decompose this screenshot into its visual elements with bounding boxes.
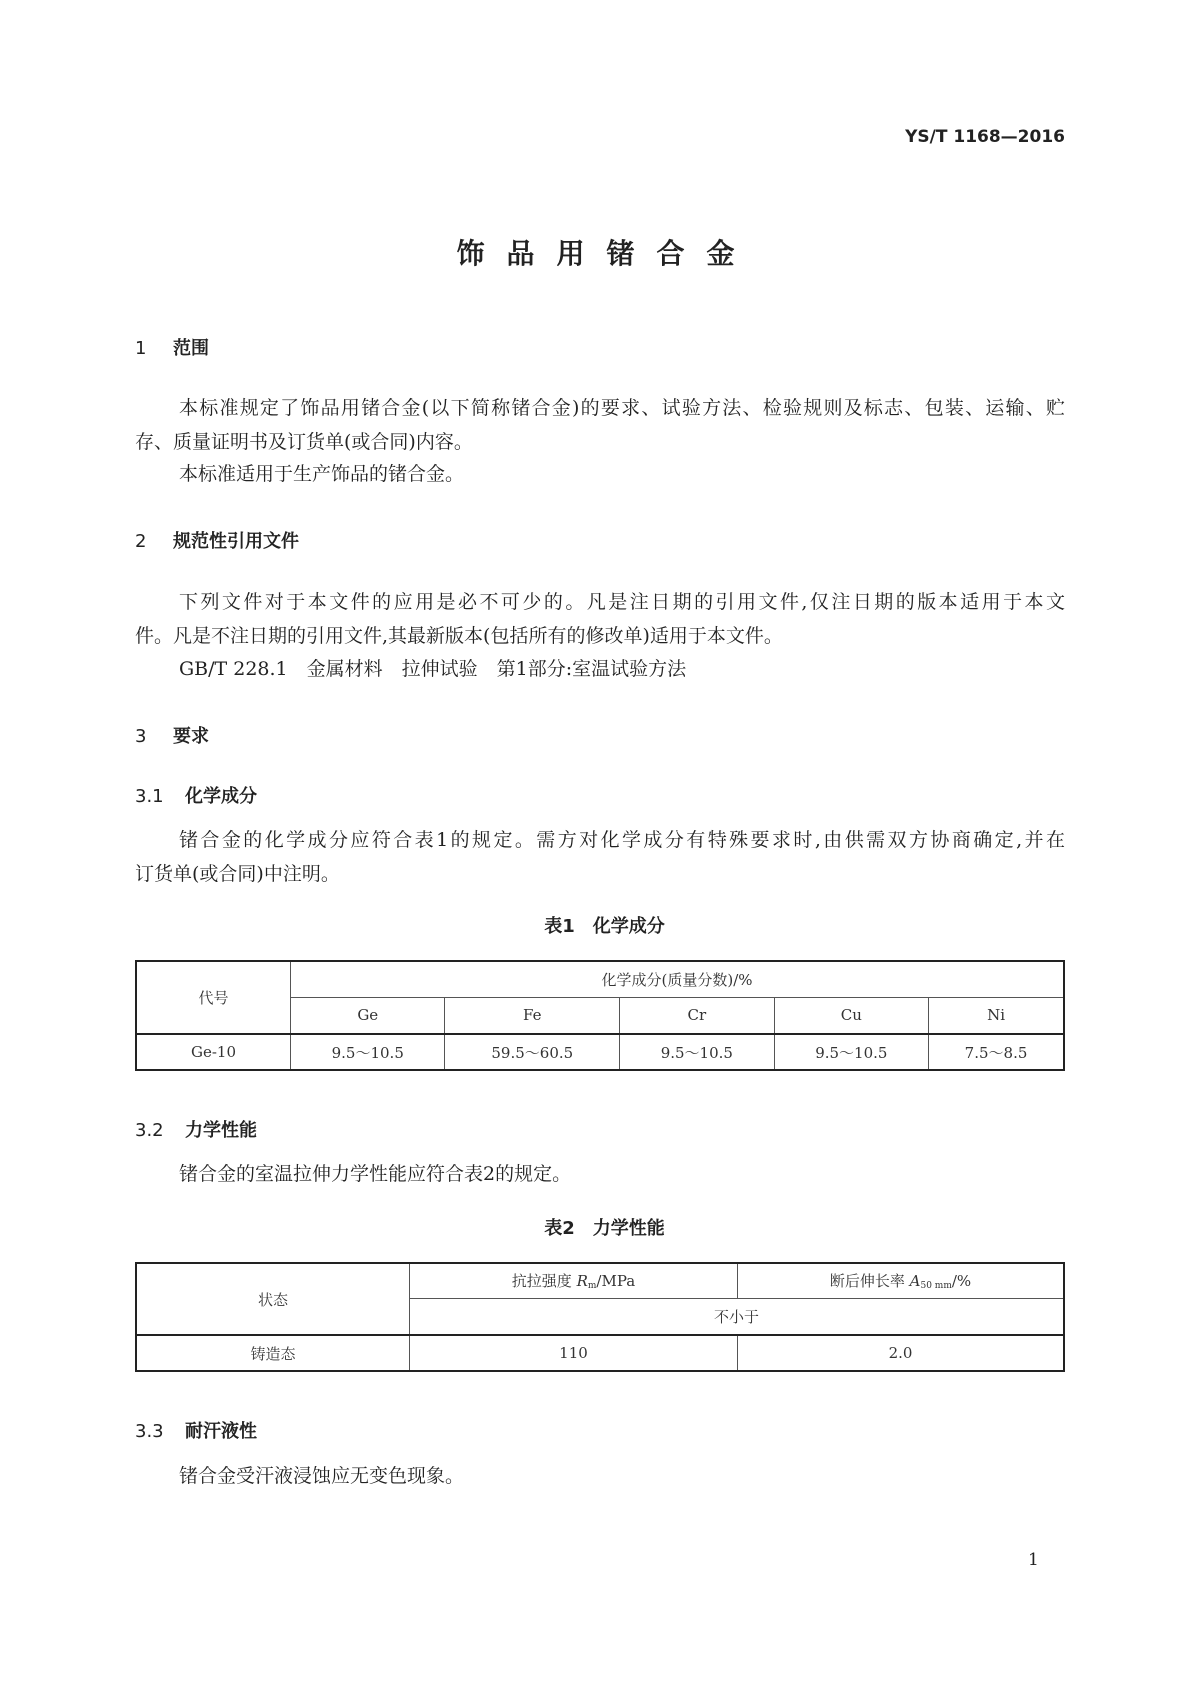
cell-value: 7.5～8.5 [929,1034,1064,1070]
reference-item: GB/T 228.1 金属材料 拉伸试验 第1部分:室温试验方法 [179,658,687,680]
standard-code: YS/T 1168—2016 [905,127,1065,147]
paragraph-line: 件。凡是不注日期的引用文件,其最新版本(包括所有的修改单)适用于本文件。 [135,625,783,647]
mechanical-properties-table [135,1262,1065,1372]
tensile-strength-header: 抗拉强度 $R_m$/MPa [410,1263,738,1298]
cell-value: 59.5～60.5 [445,1034,620,1070]
paragraph-line: 锗合金的室温拉伸力学性能应符合表2的规定。 [179,1163,572,1185]
cell-code: Ge-10 [136,1034,291,1070]
cell-tensile-strength: 110 [410,1335,738,1371]
cell-value: 9.5～10.5 [291,1034,445,1070]
paragraph-line: 本标准规定了饰品用锗合金(以下简称锗合金)的要求、试验方法、检验规则及标志、包装、运输、贮 [179,397,1065,419]
table-2-caption: 表2 力学性能 [544,1218,665,1239]
column-header: Fe [445,997,620,1034]
not-less-than-note: 不小于 [410,1298,1065,1335]
cell-value: 9.5～10.5 [620,1034,774,1070]
section-3-1-heading: 3.1 化学成分 [135,786,257,807]
section-3-3-heading: 3.3 耐汗液性 [135,1421,257,1442]
code-header: 代号 [136,961,291,1034]
column-header: Ni [929,997,1064,1034]
table-1-caption: 表1 化学成分 [544,916,665,937]
table-row [136,1034,1064,1070]
column-header: Ge [291,997,445,1034]
table-row [136,1335,1064,1371]
paragraph-line: 下列文件对于本文件的应用是必不可少的。凡是注日期的引用文件,仅注日期的版本适用于本文 [179,591,1065,613]
column-header: Cu [774,997,928,1034]
cell-value: 9.5～10.5 [774,1034,928,1070]
paragraph-line: 锗合金的化学成分应符合表1的规定。需方对化学成分有特殊要求时,由供需双方协商确定,并在 [179,829,1065,851]
cell-state: 铸造态 [136,1335,410,1371]
elongation-header: 断后伸长率 $A_{50 mm}/\%$ [738,1263,1065,1298]
composition-group-header: 化学成分(质量分数)/% [291,961,1065,997]
column-header: Cr [620,997,774,1034]
paragraph-line: 订货单(或合同)中注明。 [135,863,340,885]
paragraph-line: 存、质量证明书及订货单(或合同)内容。 [135,431,473,453]
cell-elongation: 2.0 [738,1335,1065,1371]
section-2-heading: 2 规范性引用文件 [135,531,299,552]
paragraph-line: 锗合金受汗液浸蚀应无变色现象。 [179,1465,465,1487]
document-title: 饰品用锗合金 [456,237,757,270]
section-1-heading: 1 范围 [135,338,209,359]
paragraph-line: 本标准适用于生产饰品的锗合金。 [179,463,465,485]
section-3-heading: 3 要求 [135,726,209,747]
section-3-2-heading: 3.2 力学性能 [135,1120,257,1141]
state-header: 状态 [136,1263,410,1335]
page-number: 1 [1028,1550,1039,1570]
chemical-composition-table [135,960,1065,1071]
